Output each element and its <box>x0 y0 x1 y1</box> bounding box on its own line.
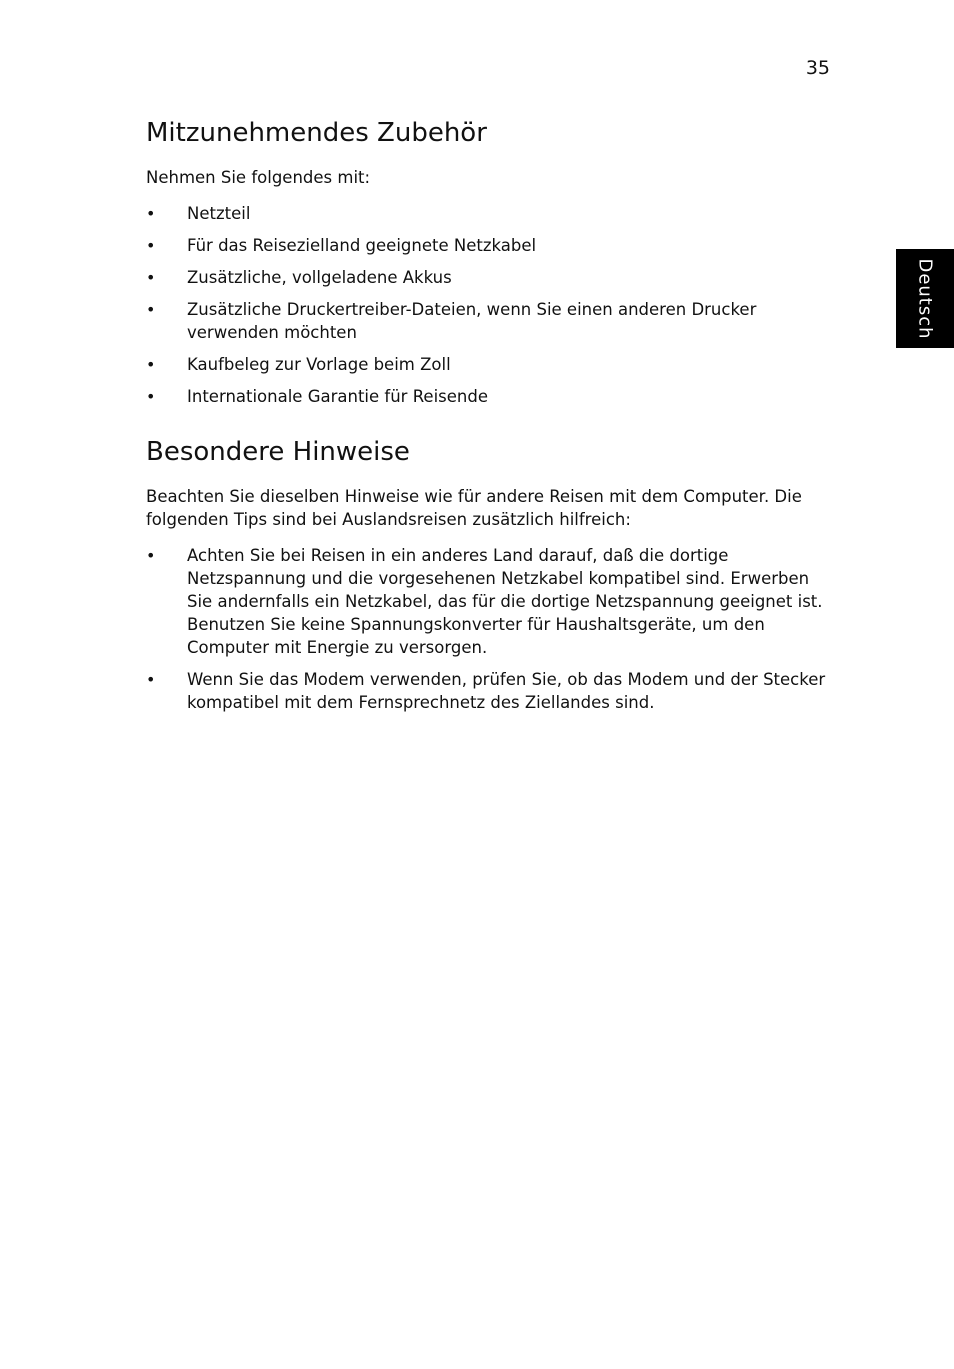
page-number: 35 <box>805 57 830 79</box>
list-item: • Wenn Sie das Modem verwenden, prüfen Sie, ob das Modem und der Stecker kompatibel mit dem Fernsprechnetz des Ziellandes sind. <box>146 668 832 714</box>
page-content <box>146 114 832 723</box>
list-item: • Zusätzliche, vollgeladene Akkus <box>146 266 832 289</box>
section-heading-accessories: Mitzunehmendes Zubehör <box>146 118 487 148</box>
list-item: • Kaufbeleg zur Vorlage beim Zoll <box>146 353 832 376</box>
list-item: • Netzteil <box>146 202 832 225</box>
section-heading-notes: Besondere Hinweise <box>146 437 410 467</box>
section-intro-accessories: Nehmen Sie folgendes mit: <box>146 168 371 187</box>
section-intro-notes: Beachten Sie dieselben Hinweise wie für andere Reisen mit dem Computer. Die folgenden Tips sind bei Auslandsreisen zusätzlich hilfreich: <box>146 487 802 529</box>
list-item: • Achten Sie bei Reisen in ein anderes Land darauf, daß die dortige Netzspannung und die vorgesehenen Netzkabel kompatibel sind. Erwerben Sie andernfalls ein Netzkabel, das für die dortige Netzspannung geeignet ist. Benutzen Sie keine Spannungskonverter für Haushaltsgeräte, um den Computer mit Energie zu versorgen. <box>146 544 832 659</box>
list-item: • Zusätzliche Druckertreiber-Dateien, wenn Sie einen anderen Drucker verwenden möchten <box>146 298 832 344</box>
language-tab-label: Deutsch <box>914 257 936 340</box>
list-item: • Für das Reisezielland geeignete Netzkabel <box>146 234 832 257</box>
accessories-list <box>146 202 832 408</box>
language-tab <box>896 249 954 348</box>
list-item: • Internationale Garantie für Reisende <box>146 385 832 408</box>
notes-list <box>146 544 832 714</box>
